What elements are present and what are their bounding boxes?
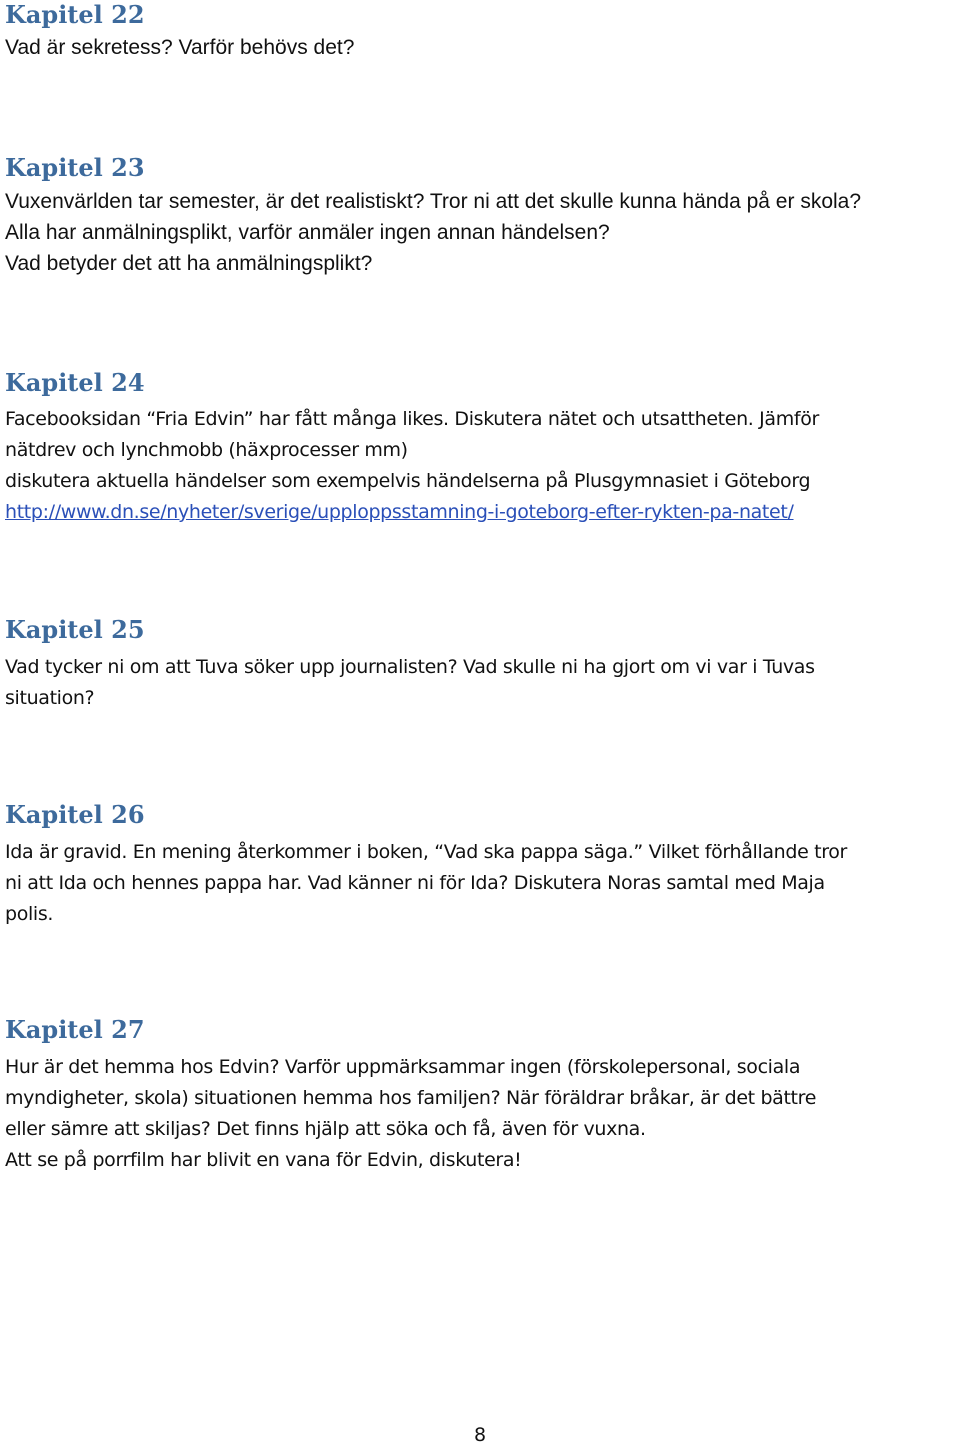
text-line: nätdrev och lynchmobb (häxprocesser mm) bbox=[5, 439, 408, 461]
chapter-26-heading: Kapitel 26 bbox=[5, 800, 145, 829]
chapter-23-section bbox=[5, 153, 955, 279]
text-line: situation? bbox=[5, 687, 95, 709]
text-line: Att se på porrfilm har blivit en vana för Edvin, diskutera! bbox=[5, 1149, 522, 1171]
text-line: eller sämre att skiljas? Det finns hjälp att söka och få, även för vuxna. bbox=[5, 1118, 646, 1140]
text-line: diskutera aktuella händelser som exempelvis händelserna på Plusgymnasiet i Göteborg bbox=[5, 470, 811, 492]
chapter-22-heading: Kapitel 22 bbox=[5, 0, 145, 29]
chapter-23-questions bbox=[5, 186, 955, 279]
text-line: Alla har anmälningsplikt, varför anmäler ingen annan händelsen? bbox=[5, 221, 610, 244]
chapter-22-question bbox=[5, 32, 955, 63]
chapter-27-section bbox=[5, 1015, 955, 1176]
dn-article-link[interactable]: http://www.dn.se/nyheter/sverige/upploppsstamning-i-goteborg-efter-rykten-pa-natet/ bbox=[5, 501, 794, 523]
text-line: polis. bbox=[5, 903, 54, 925]
chapter-26-section bbox=[5, 800, 955, 930]
text-line: Ida är gravid. En mening återkommer i boken, “Vad ska pappa säga.” Vilket förhållande tror bbox=[5, 841, 847, 863]
chapter-24-questions bbox=[5, 404, 955, 528]
chapter-25-heading: Kapitel 25 bbox=[5, 615, 145, 644]
page-number: 8 bbox=[473, 1424, 487, 1446]
text-line: myndigheter, skola) situationen hemma hos familjen? När föräldrar bråkar, är det bättre bbox=[5, 1087, 817, 1109]
chapter-23-heading: Kapitel 23 bbox=[5, 153, 145, 182]
chapter-24-heading: Kapitel 24 bbox=[5, 368, 145, 397]
chapter-25-section bbox=[5, 615, 955, 714]
text-line: ni att Ida och hennes pappa har. Vad känner ni för Ida? Diskutera Noras samtal med Maja bbox=[5, 872, 825, 894]
text-line: Vad är sekretess? Varför behövs det? bbox=[5, 36, 355, 59]
chapter-26-questions bbox=[5, 837, 955, 930]
chapter-27-heading: Kapitel 27 bbox=[5, 1015, 145, 1044]
text-line: Facebooksidan “Fria Edvin” har fått många likes. Diskutera nätet och utsattheten. Jämför bbox=[5, 408, 819, 430]
chapter-24-section bbox=[5, 368, 955, 528]
text-line: Hur är det hemma hos Edvin? Varför uppmärksammar ingen (förskolepersonal, sociala bbox=[5, 1056, 801, 1078]
text-line: Vad betyder det att ha anmälningsplikt? bbox=[5, 252, 373, 275]
chapter-22-section bbox=[5, 0, 955, 63]
chapter-25-questions bbox=[5, 652, 955, 714]
text-line: Vad tycker ni om att Tuva söker upp journalisten? Vad skulle ni ha gjort om vi var i Tuvas bbox=[5, 656, 815, 678]
chapter-27-questions bbox=[5, 1052, 955, 1176]
text-line: Vuxenvärlden tar semester, är det realistiskt? Tror ni att det skulle kunna hända på er skola? bbox=[5, 190, 862, 213]
